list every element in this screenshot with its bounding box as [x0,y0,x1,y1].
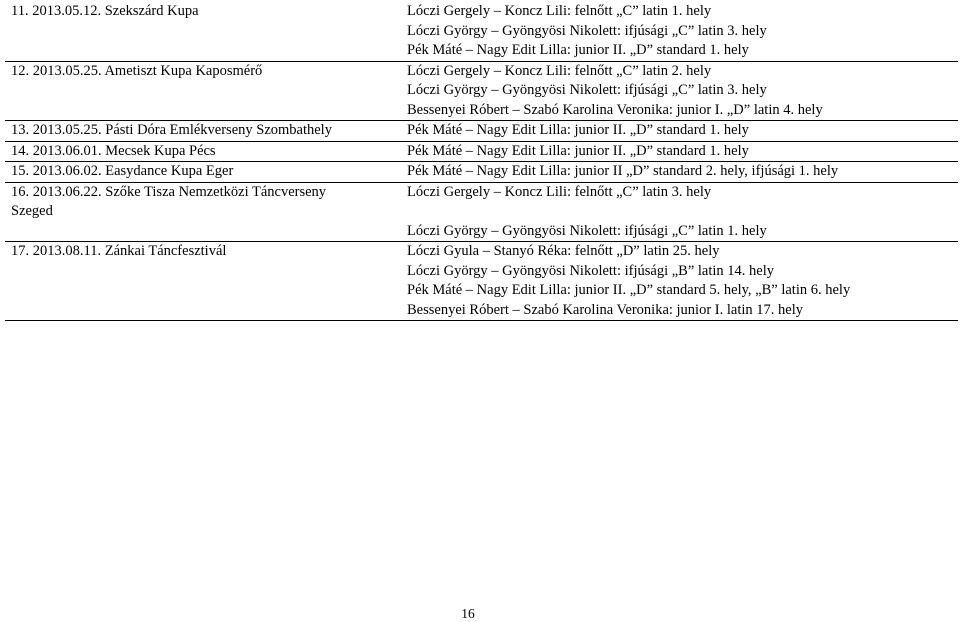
result-line: Pék Máté – Nagy Edit Lilla: junior II. „D” standard 5. hely, „B” latin 6. hely [407,282,851,298]
result-line: Pék Máté – Nagy Edit Lilla: junior II. „D” standard 1. hely [407,42,749,58]
result-line: Lóczi Gyula – Stanyó Réka: felnőtt „D” latin 25. hely [407,243,720,259]
result-line: Lóczi György – Gyöngyösi Nikolett: ifjúsági „C” latin 1. hely [407,222,767,239]
result-line: Lóczi György – Gyöngyösi Nikolett: ifjúsági „B” latin 14. hely [407,262,775,279]
result-line: Lóczi György – Gyöngyösi Nikolett: ifjúsági „C” latin 3. hely [407,22,767,39]
competition-label: 17. 2013.08.11. Zánkai Táncfesztivál [5,242,401,321]
competition-results [401,121,958,142]
competition-results-table [5,2,958,321]
competition-results [401,2,958,61]
result-line: Pék Máté – Nagy Edit Lilla: junior II „D” standard 2. hely, ifjúsági 1. hely [407,163,839,179]
competition-results [401,242,958,321]
competition-results [401,182,958,242]
result-line-empty [407,202,958,222]
competition-label-line2: Szeged [11,203,53,219]
page-number: 16 [461,606,475,621]
competition-results [401,162,958,183]
competition-results [401,141,958,162]
result-line: Pék Máté – Nagy Edit Lilla: junior II. „D” standard 1. hely [407,142,749,159]
competition-row [5,61,958,121]
result-line: Lóczi Gergely – Koncz Lili: felnőtt „C” latin 1. hely [407,3,712,19]
competition-row [5,182,958,242]
result-line: Bessenyei Róbert – Szabó Karolina Veronika: junior I. latin 17. hely [407,301,803,318]
competition-label: 13. 2013.05.25. Pásti Dóra Emlékverseny Szombathely [5,121,401,142]
result-line: Lóczi Gergely – Koncz Lili: felnőtt „C” latin 2. hely [407,62,712,79]
competition-label: 11. 2013.05.12. Szekszárd Kupa [11,3,199,19]
competition-label: 14. 2013.06.01. Mecsek Kupa Pécs [5,141,401,162]
competition-row [5,162,958,183]
result-line: Lóczi György – Gyöngyösi Nikolett: ifjúsági „C” latin 3. hely [407,82,767,98]
competition-label: 15. 2013.06.02. Easydance Kupa Eger [5,162,401,183]
result-line: Pék Máté – Nagy Edit Lilla: junior II. „D” standard 1. hely [407,122,749,138]
competition-row [5,2,958,61]
competition-row [5,242,958,321]
competition-row [5,141,958,162]
result-line: Bessenyei Róbert – Szabó Karolina Veronika: junior I. „D” latin 4. hely [407,101,823,118]
competition-row [5,121,958,142]
result-line: Lóczi Gergely – Koncz Lili: felnőtt „C” latin 3. hely [407,183,712,200]
competition-label: 12. 2013.05.25. Ametiszt Kupa Kaposmérő [5,61,401,121]
competition-results [401,61,958,121]
competition-label: 16. 2013.06.22. Szőke Tisza Nemzetközi Táncverseny Szeged [5,182,401,242]
